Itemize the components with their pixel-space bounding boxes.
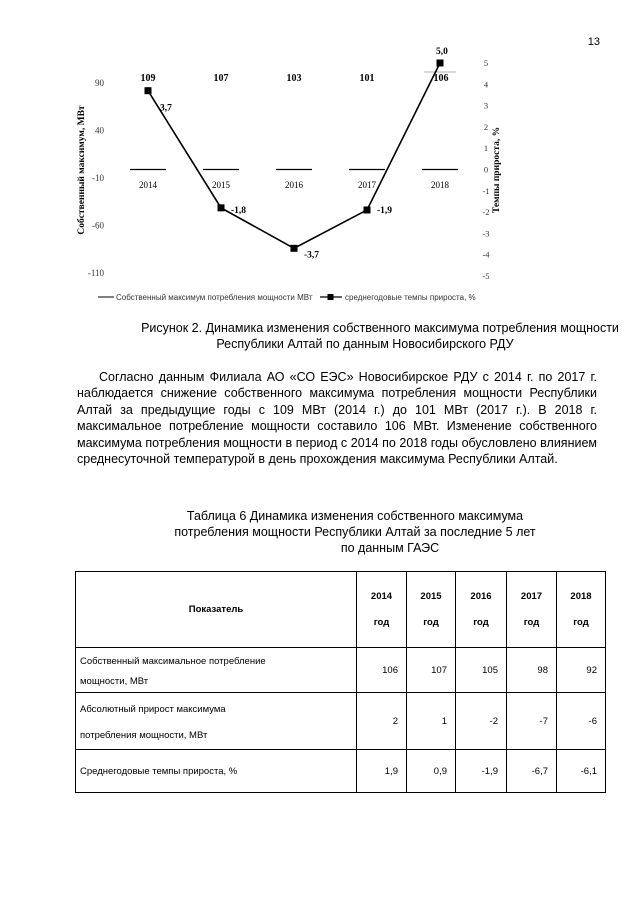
growth-rate-point: [364, 206, 371, 213]
growth-rate-label: 3,7: [160, 103, 172, 114]
cell: 105: [456, 648, 507, 693]
right-tick-label: 3: [483, 100, 489, 111]
growth-rate-line: [148, 63, 440, 248]
header-year: 2015 год: [407, 572, 456, 648]
growth-rate-point: [291, 245, 298, 252]
legend-label-growth-rate: среднегодовые темпы прироста, %: [345, 293, 476, 302]
right-tick-label: -5: [482, 271, 490, 281]
right-tick-label: -2: [482, 207, 490, 218]
page-number: 13: [587, 36, 600, 48]
header-year: 2016 год: [456, 572, 507, 648]
cell: 1,9: [357, 750, 407, 793]
legend-marker-growth-rate: [328, 294, 334, 300]
cell: -6,1: [557, 750, 606, 793]
cell: 1: [407, 693, 456, 750]
growth-rate-point: [218, 204, 225, 211]
cell: 2: [357, 693, 407, 750]
table-caption-line1: Таблица 6 Динамика изменения собственного максимума: [186, 509, 524, 523]
cell: 106: [357, 648, 407, 693]
figure-caption-line1: Рисунок 2. Динамика изменения собственного максимума потребления мощности: [141, 321, 619, 335]
body-paragraph: Согласно данным Филиала АО «СО ЕЭС» Новосибирское РДУ с 2014 г. по 2017 г. наблюдается снижение собственного максимума потребления мощности Республики Алтай за предыдущие годы с 109 МВт (2014 г.) до 101 МВт (2017 г.). В 2018 г. максимальное потребление мощности составило 106 МВт. Изменение собственного максимума потребления мощности в период с 2014 по 2018 годы обусловлено влиянием среднесуточной температурой в день прохождения максимума Республики Алтай.: [77, 370, 597, 467]
left-tick-label: 40: [95, 125, 104, 136]
left-tick-label: -10: [92, 173, 104, 183]
header-year: 2017 год: [507, 572, 557, 648]
cell: 92: [557, 648, 606, 693]
x-tick-label: 2018: [431, 180, 449, 190]
cell: -7: [507, 693, 557, 750]
max-power-label: 106: [433, 73, 449, 84]
header-year: 2018 год: [557, 572, 606, 648]
table-caption-line2: потребления мощности Республики Алтай за последние 5 лет: [174, 525, 536, 539]
growth-rate-point: [145, 87, 152, 94]
max-power-label: 107: [213, 73, 229, 84]
cell: 0,9: [407, 750, 456, 793]
cell: 98: [507, 648, 557, 693]
x-tick-label: 2015: [212, 180, 230, 190]
right-tick-label: 2: [483, 121, 489, 132]
right-tick-label: -4: [482, 249, 490, 260]
right-tick-label: 0: [483, 164, 489, 175]
right-tick-label: 1: [483, 143, 489, 154]
growth-rate-label: -1,9: [377, 205, 393, 216]
left-axis-label: Собственный максимум, МВт: [77, 105, 87, 235]
table-row: [76, 693, 606, 750]
table-caption-line3: по данным ГАЭС: [340, 541, 440, 555]
growth-rate-point: [437, 60, 444, 67]
max-power-label: 109: [140, 73, 156, 84]
max-power-label: 103: [286, 73, 302, 84]
table-caption: [100, 508, 610, 556]
x-tick-label: 2016: [285, 180, 303, 190]
right-tick-label: -1: [482, 185, 490, 196]
right-axis-label: Темпы прироста, %: [492, 126, 502, 214]
growth-rate-label: 5,0: [436, 47, 448, 57]
cell: -6: [557, 693, 606, 750]
row-label: Собственный максимальное потребление мощности, МВт: [76, 648, 357, 693]
header-indicator: Показатель: [76, 572, 357, 648]
cell: -1,9: [456, 750, 507, 793]
figure-caption: [80, 320, 640, 352]
cell: -6,7: [507, 750, 557, 793]
table-row: [76, 750, 606, 793]
right-tick-label: 4: [483, 79, 489, 90]
data-table: [75, 571, 606, 793]
left-tick-label: -110: [87, 268, 104, 278]
left-tick-label: -60: [92, 220, 104, 231]
figure-caption-line2: Республики Алтай по данным Новосибирского РДУ: [216, 337, 514, 351]
row-label: Среднегодовые темпы прироста, %: [76, 750, 357, 793]
cell: -2: [456, 693, 507, 750]
growth-rate-label: -3,7: [304, 250, 320, 261]
max-power-label: 101: [359, 73, 375, 84]
growth-rate-label: -1,8: [231, 205, 247, 216]
x-tick-label: 2014: [139, 180, 157, 190]
dynamics-chart: [0, 0, 640, 315]
x-tick-label: 2017: [358, 180, 376, 190]
header-year: 2014 год: [357, 572, 407, 648]
right-tick-label: -3: [482, 228, 490, 239]
legend-label-max-power: Собственный максимум потребления мощности МВт: [116, 293, 313, 302]
table-header-row: [76, 572, 606, 648]
cell: 107: [407, 648, 456, 693]
row-label: Абсолютный прирост максимума потребления мощности, МВт: [76, 693, 357, 750]
table-row: [76, 648, 606, 693]
left-tick-label: 90: [95, 78, 104, 88]
right-tick-label: 5: [483, 58, 489, 68]
